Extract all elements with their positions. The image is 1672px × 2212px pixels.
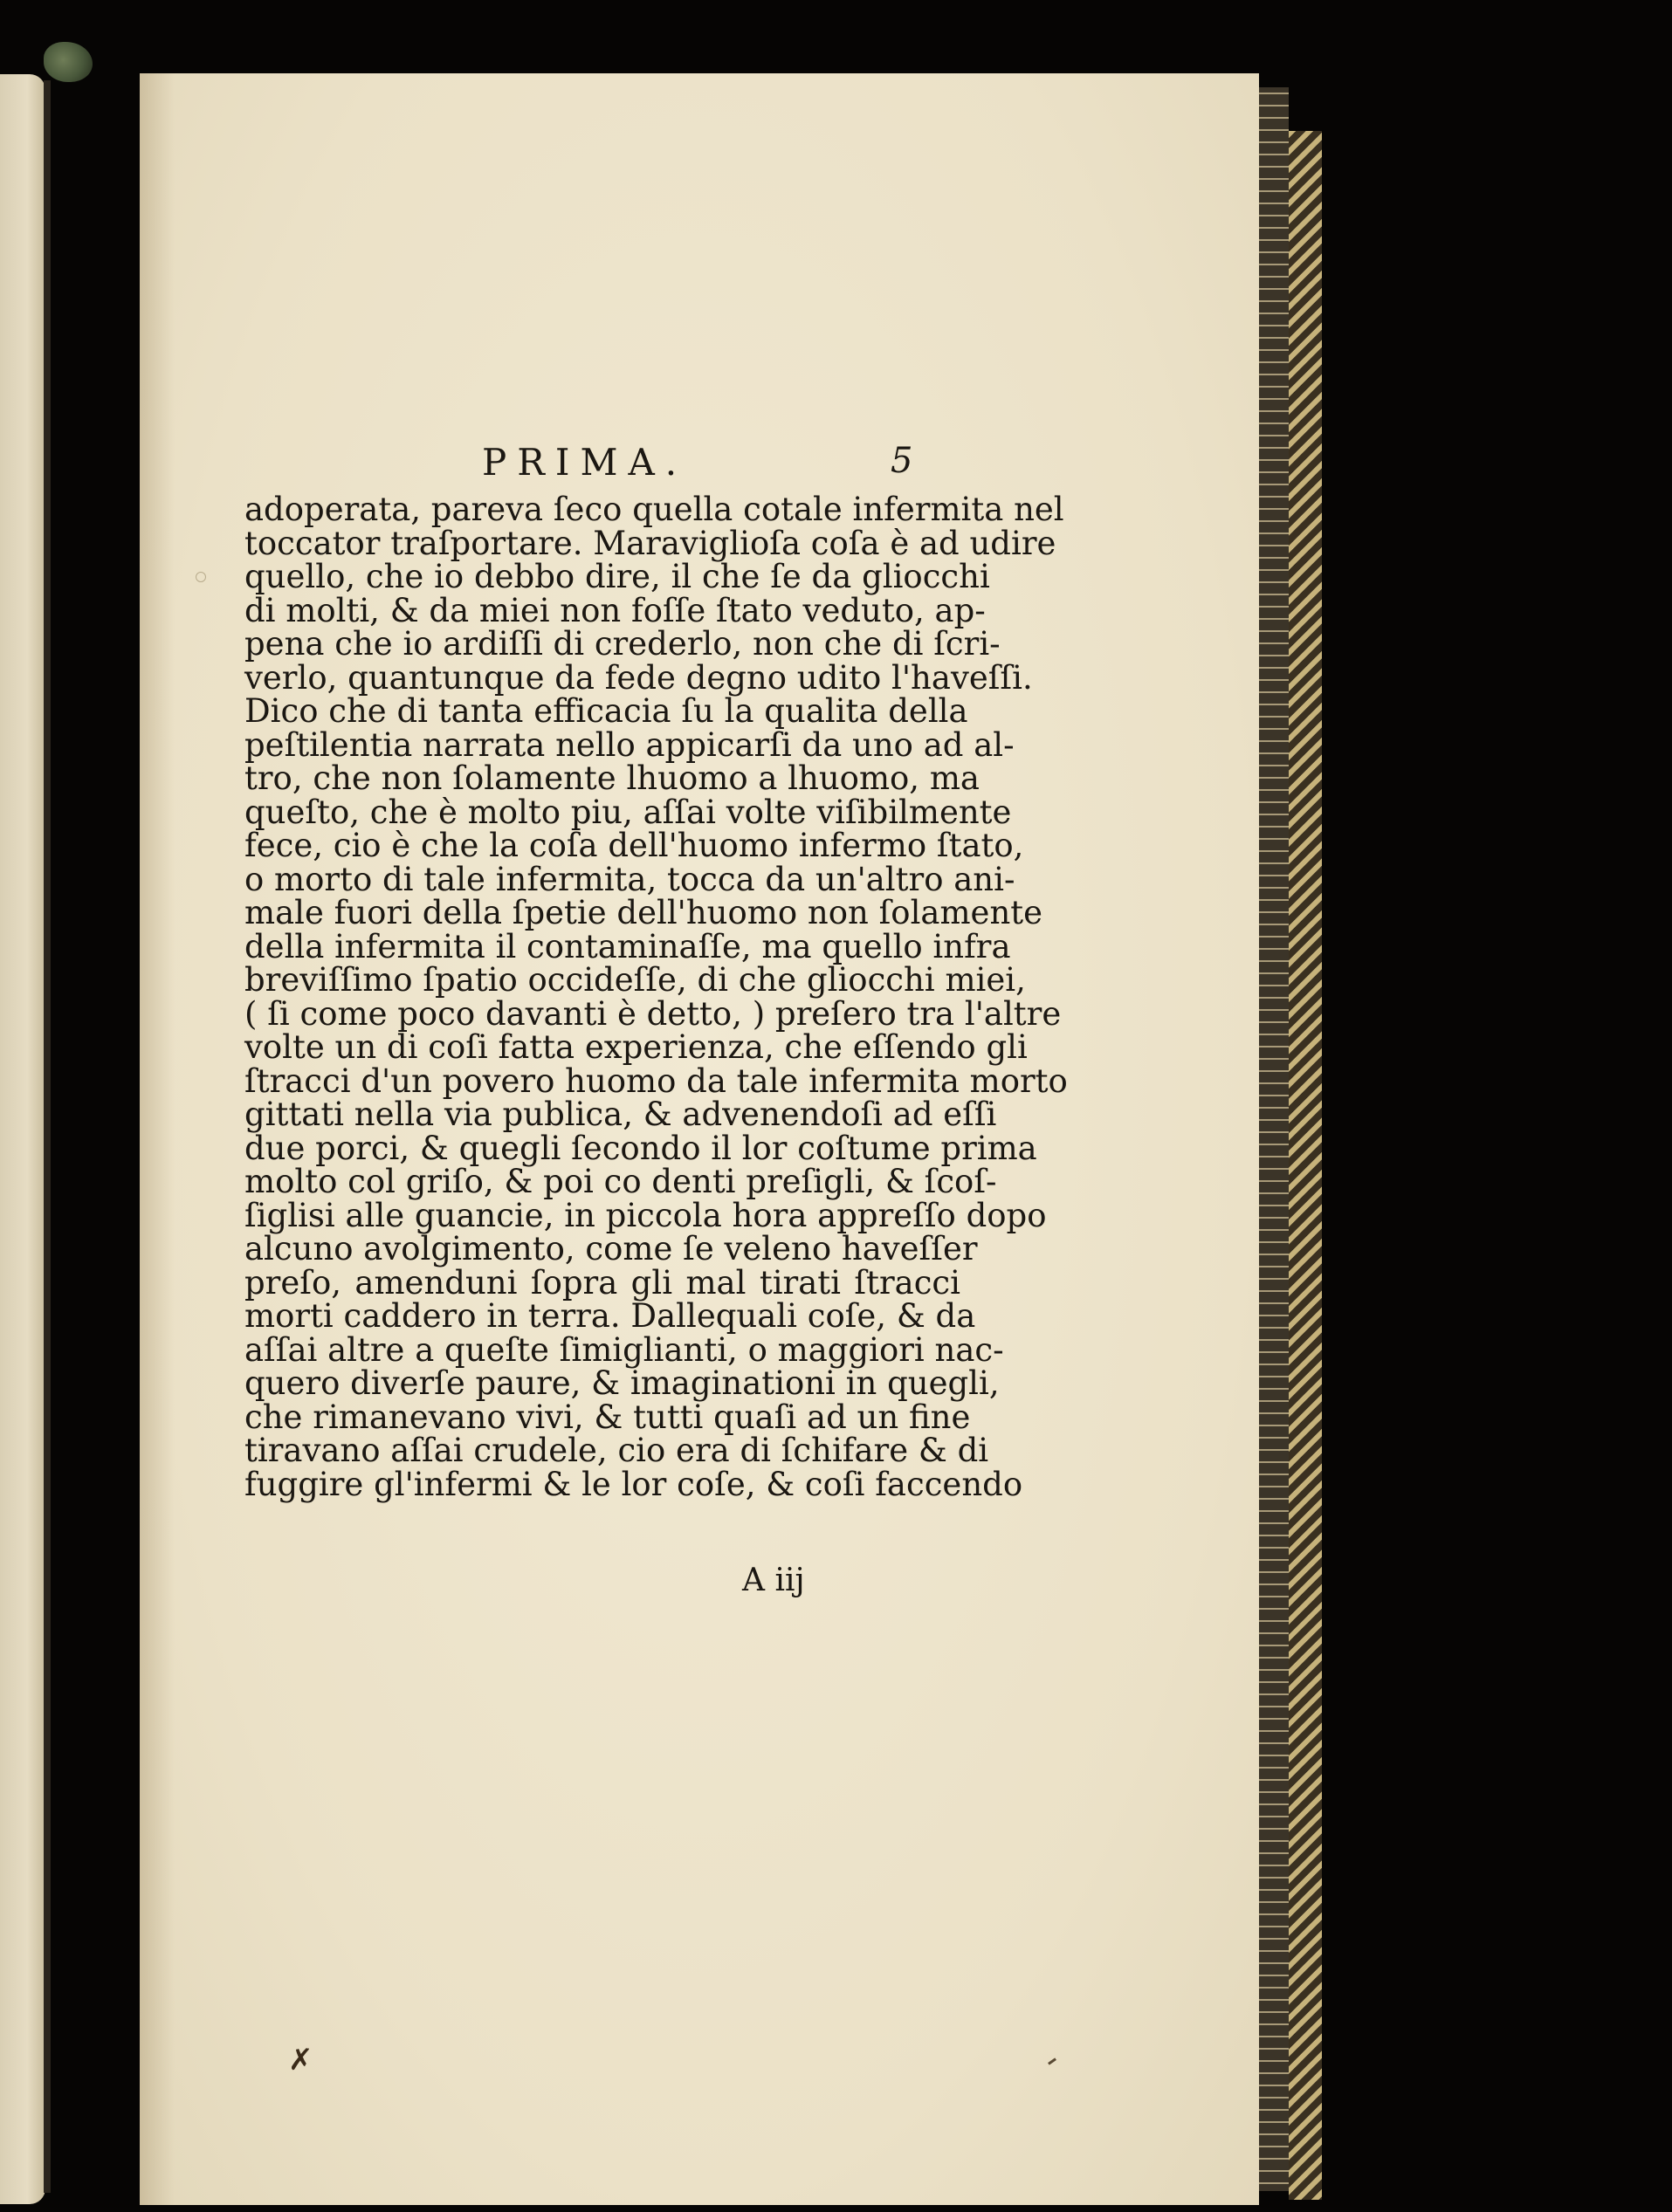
text-line: queſto, che è molto piu, aſſai volte viſibilmente <box>244 793 1012 831</box>
text-line: aſſai altre a queſte ſimiglianti, o maggiori nac- <box>244 1330 1004 1369</box>
page-gutter-shadow <box>140 73 175 2205</box>
text-line: preſo, amenduni ſopra gli mal tirati ſtracci <box>244 1263 960 1302</box>
folio-number: 5 <box>891 441 913 481</box>
margin-dot <box>196 572 206 582</box>
text-line: ſtracci d'un povero huomo da tale infermita morto <box>244 1061 1068 1100</box>
text-line: tro, che non ſolamente lhuomo a lhuomo, ma <box>244 759 980 797</box>
gilt-binding-edge <box>1289 131 1322 2200</box>
text-line: volte un di coſi fatta experienza, che eſſendo gli <box>244 1028 1028 1066</box>
ink-cross-mark: ✗ <box>288 2043 313 2078</box>
text-line: fece, cio è che la coſa dell'huomo infermo ſtato, <box>244 827 1024 864</box>
text-line: male fuori della ſpetie dell'huomo non ſolamente <box>244 894 1043 931</box>
text-line: tiravano aſſai crudele, cio era di ſchifare & di <box>244 1432 989 1469</box>
text-line: gittati nella via publica, & advenendoſi ad eſſi <box>244 1096 997 1133</box>
text-line: della infermita il contaminaſſe, ma quello infra <box>244 927 1011 965</box>
text-line: morti caddero in terra. Dallequali coſe, & da <box>244 1297 976 1335</box>
bookmark-ribbon <box>44 42 93 82</box>
text-line: Dico che di tanta efficacia ſu la qualita della <box>244 692 968 730</box>
text-line: di molti, & da miei non foſſe ſtato veduto, ap- <box>244 591 986 629</box>
text-line: due porci, & quegli ſecondo il lor coſtume prima <box>244 1129 1037 1167</box>
text-line: alcuno avolgimento, come ſe veleno haveſſer <box>244 1230 978 1267</box>
left-page-edge <box>0 74 45 2204</box>
text-line: toccator traſportare. Maraviglioſa coſa è ad udire <box>244 524 1056 562</box>
text-line: o morto di tale infermita, tocca da un'altro ani- <box>244 860 1015 898</box>
text-line: verlo, quantunque da fede degno udito l'haveſſi. <box>244 658 1033 697</box>
text-line: molto col griſo, & poi co denti preſigli, & ſcoſ- <box>244 1163 997 1200</box>
text-line: quello, che io debbo dire, il che ſe da gliocchi <box>244 558 990 595</box>
text-line: ſiglisi alle guancie, in piccola hora appreſſo dopo <box>244 1196 1047 1234</box>
signature-mark: A iij <box>742 1563 805 1598</box>
running-title: PRIMA. <box>482 441 688 484</box>
text-line: ( ſi come poco davanti è detto, ) preſero tra l'altre <box>244 994 1062 1033</box>
text-line: che rimanevano vivi, & tutti quaſi ad un fine <box>244 1398 971 1436</box>
text-line: pena che io ardiſſi di crederlo, non che di ſcri- <box>244 625 1001 663</box>
text-line: fuggire gl'infermi & le lor coſe, & coſi faccendo <box>244 1465 1023 1503</box>
body-text <box>244 491 1068 1503</box>
text-line: breviſſimo ſpatio occideſſe, di che gliocchi miei, <box>244 961 1026 999</box>
left-page-shadow <box>44 80 51 2193</box>
text-line: peſtilentia narrata nello appicarſi da uno ad al- <box>244 725 1015 764</box>
text-line: quero diverſe paure, & imaginationi in quegli, <box>244 1364 1000 1402</box>
text-line: adoperata, pareva ſeco quella cotale infermita nel <box>244 491 1064 528</box>
page-fore-edge <box>1259 87 1289 2191</box>
